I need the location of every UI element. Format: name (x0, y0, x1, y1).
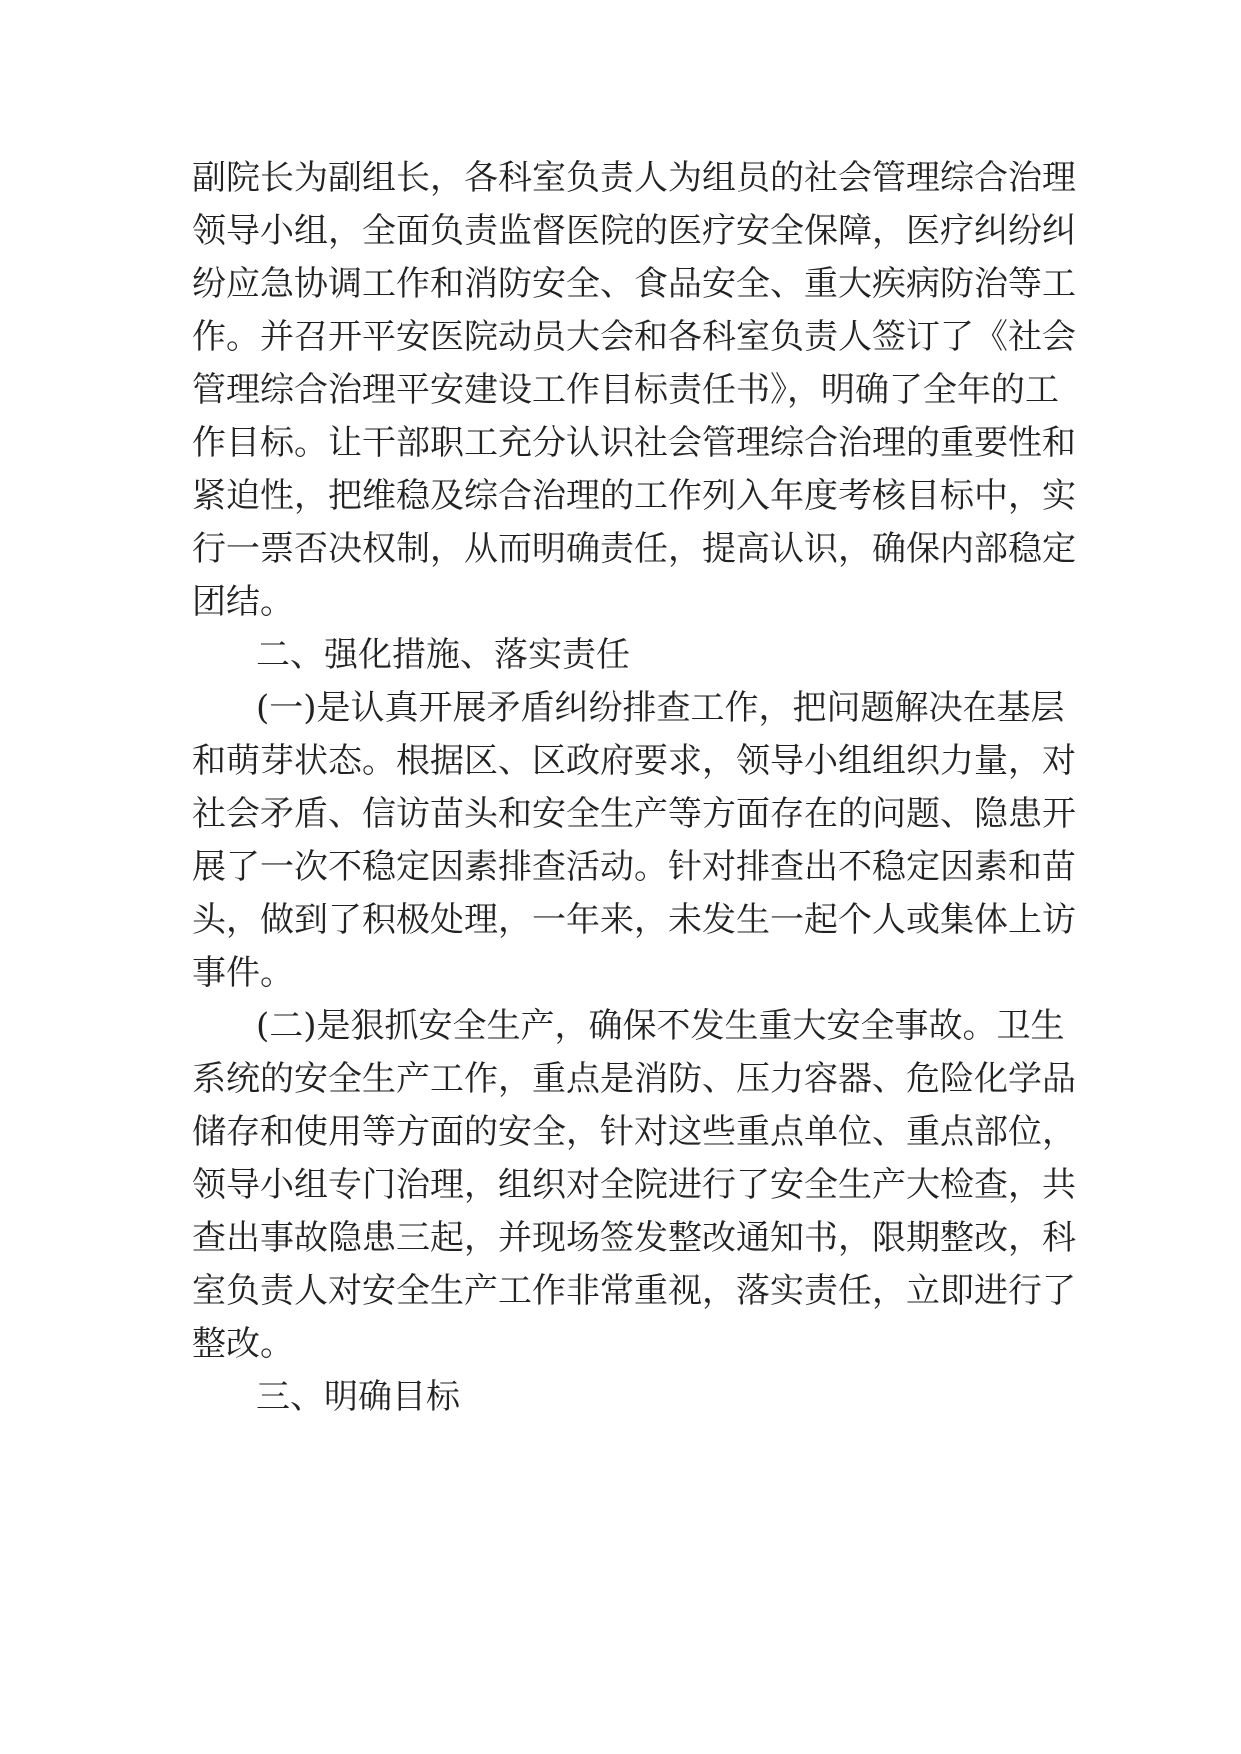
text-line: 整改。 (192, 1324, 294, 1364)
text-line: 领导小组专门治理，组织对全院进行了安全生产大检查，共 (192, 1165, 1076, 1205)
text-line: 和萌芽状态。根据区、区政府要求，领导小组组织力量，对 (192, 741, 1076, 781)
text-line: 行一票否决权制，从而明确责任，提高认识，确保内部稳定 (192, 529, 1076, 569)
text-line: (二)是狠抓安全生产，确保不发生重大安全事故。卫生 (256, 1006, 1065, 1046)
text-line: 团结。 (192, 582, 294, 622)
text-line: 副院长为副组长，各科室负责人为组员的社会管理综合治理 (192, 158, 1076, 198)
text-line: (一)是认真开展矛盾纠纷排查工作，把问题解决在基层 (256, 688, 1065, 728)
text-line: 作。并召开平安医院动员大会和各科室负责人签订了《社会 (192, 317, 1076, 357)
text-line: 紧迫性，把维稳及综合治理的工作列入年度考核目标中，实 (192, 476, 1076, 516)
text-line: 社会矛盾、信访苗头和安全生产等方面存在的问题、隐患开 (192, 794, 1076, 834)
text-line: 储存和使用等方面的安全，针对这些重点单位、重点部位， (192, 1112, 1076, 1152)
text-line: 作目标。让干部职工充分认识社会管理综合治理的重要性和 (192, 423, 1076, 463)
text-line: 领导小组，全面负责监督医院的医疗安全保障，医疗纠纷纠 (192, 211, 1076, 251)
text-line: 系统的安全生产工作，重点是消防、压力容器、危险化学品 (192, 1059, 1076, 1099)
text-line: 头，做到了积极处理，一年来，未发生一起个人或集体上访 (192, 900, 1076, 940)
text-line: 查出事故隐患三起，并现场签发整改通知书，限期整改，科 (192, 1218, 1076, 1258)
section-heading: 三、明确目标 (256, 1377, 460, 1417)
text-line: 展了一次不稳定因素排查活动。针对排查出不稳定因素和苗 (192, 847, 1076, 887)
section-heading: 二、强化措施、落实责任 (256, 635, 630, 675)
text-line: 管理综合治理平安建设工作目标责任书》，明确了全年的工 (192, 370, 1059, 410)
text-line: 纷应急协调工作和消防安全、食品安全、重大疾病防治等工 (192, 264, 1076, 304)
text-line: 事件。 (192, 953, 294, 993)
text-line: 室负责人对安全生产工作非常重视，落实责任，立即进行了 (192, 1271, 1076, 1311)
